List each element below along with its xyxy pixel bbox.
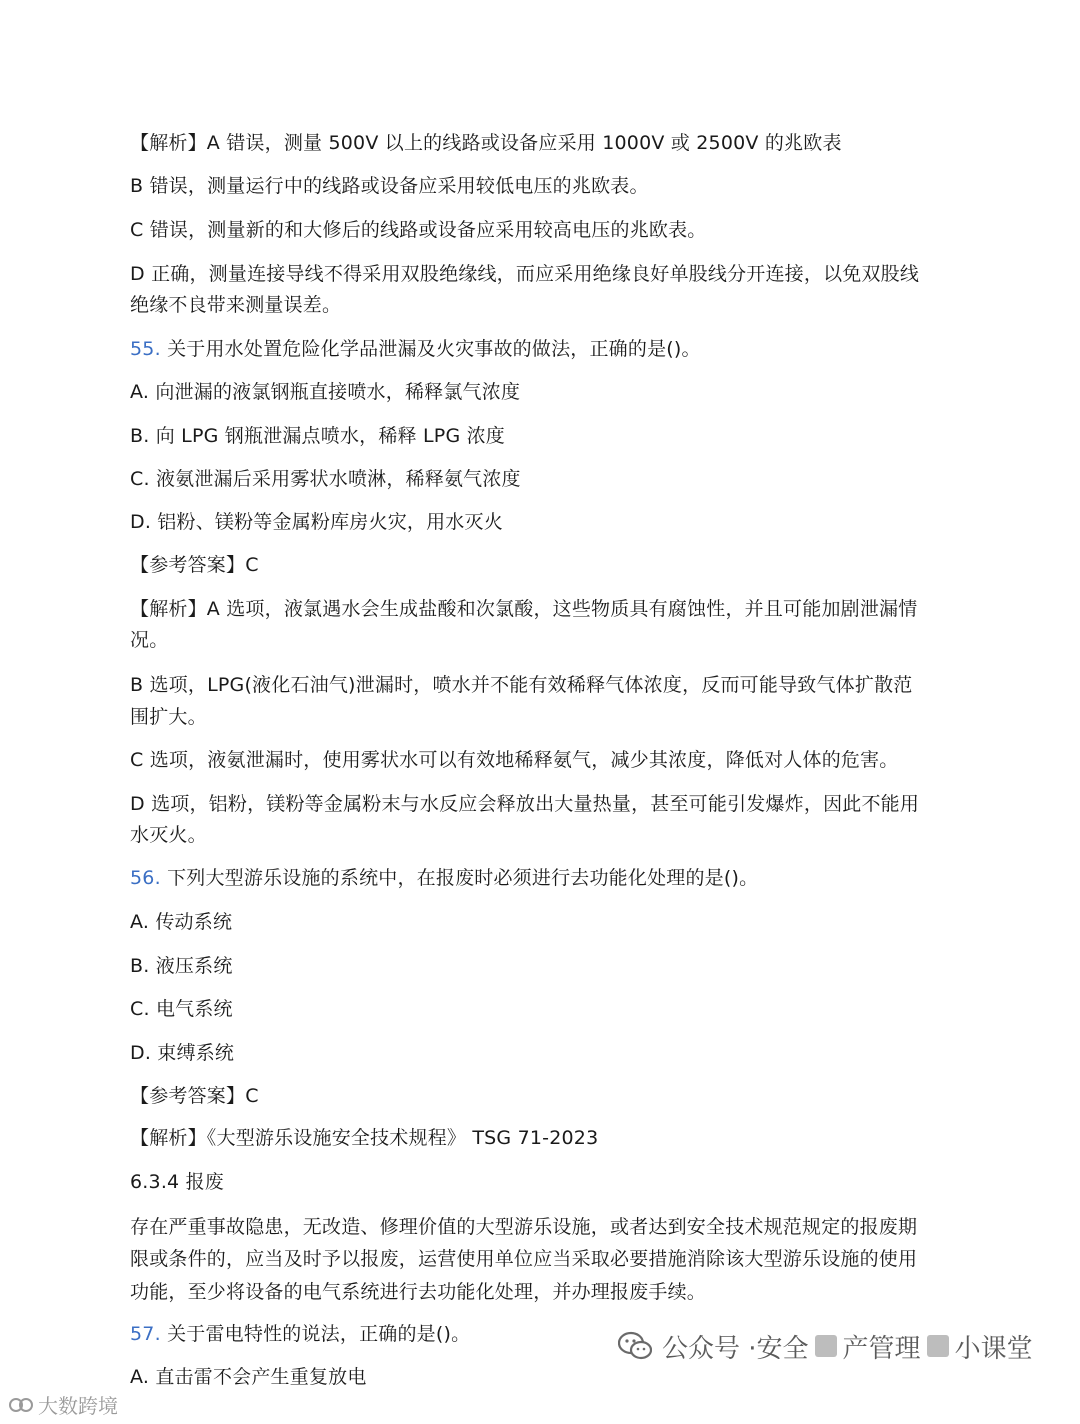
redacted-block xyxy=(927,1335,949,1357)
option-a: A. 向泄漏的液氯钢瓶直接喷水，稀释氯气浓度 xyxy=(130,381,521,403)
question-text: 下列大型游乐设施的系统中，在报废时必须进行去功能化处理的是()。 xyxy=(167,867,759,889)
question-number: 55. xyxy=(130,338,161,360)
corner-watermark-text: 大数跨境 xyxy=(38,1394,118,1418)
option-a: A. 直击雷不会产生重复放电 xyxy=(130,1366,367,1388)
text-line: D 正确，测量连接导线不得采用双股绝缘线，而应采用绝缘良好单股线分开连接，以免双股线 xyxy=(130,263,920,285)
text-line: C 错误，测量新的和大修后的线路或设备应采用较高电压的兆欧表。 xyxy=(130,219,707,241)
question-text: 关于用水处置危险化学品泄漏及火灾事故的做法，正确的是()。 xyxy=(167,338,701,360)
text-line: 况。 xyxy=(130,629,169,651)
section-heading: 6.3.4 报废 xyxy=(130,1171,224,1193)
watermark-name-part1: 安全 xyxy=(756,1333,809,1364)
wechat-watermark xyxy=(618,1322,1033,1370)
question-number: 56. xyxy=(130,867,161,889)
option-c: C. 电气系统 xyxy=(130,998,233,1020)
text-line: B 错误，测量运行中的线路或设备应采用较低电压的兆欧表。 xyxy=(130,175,649,197)
reference-answer: 【参考答案】C xyxy=(130,1085,259,1107)
option-b: B. 液压系统 xyxy=(130,955,233,977)
text-line: 功能，至少将设备的电气系统进行去功能化处理，并办理报废手续。 xyxy=(130,1281,707,1303)
question-number: 57. xyxy=(130,1323,161,1345)
text-line: 围扩大。 xyxy=(130,706,207,728)
option-b: B. 向 LPG 钢瓶泄漏点喷水，稀释 LPG 浓度 xyxy=(130,425,506,447)
text-line: B 选项，LPG(液化石油气)泄漏时，喷水并不能有效稀释气体浓度，反而可能导致气体扩散范 xyxy=(130,674,913,696)
wechat-icon xyxy=(618,1331,652,1361)
question-55 xyxy=(130,333,960,366)
option-c: C. 液氨泄漏后采用雾状水喷淋，稀释氨气浓度 xyxy=(130,468,521,490)
option-d: D. 铝粉、镁粉等金属粉库房火灾，用水灭火 xyxy=(130,511,503,533)
text-line: 绝缘不良带来测量误差。 xyxy=(130,294,342,316)
text-line: 【解析】《大型游乐设施安全技术规程》 TSG 71-2023 xyxy=(130,1127,599,1149)
option-d: D. 束缚系统 xyxy=(130,1042,235,1064)
corner-watermark xyxy=(8,1390,118,1419)
reference-answer: 【参考答案】C xyxy=(130,554,259,576)
redacted-block xyxy=(815,1335,837,1357)
text-line: D 选项，铝粉，镁粉等金属粉末与水反应会释放出大量热量，甚至可能引发爆炸，因此不能用 xyxy=(130,793,920,815)
text-line: C 选项，液氨泄漏时，使用雾状水可以有效地稀释氨气，减少其浓度，降低对人体的危害。 xyxy=(130,749,899,771)
text-line: 【解析】A 选项，液氯遇水会生成盐酸和次氯酸，这些物质具有腐蚀性，并且可能加剧泄漏情 xyxy=(130,598,918,620)
watermark-name-part3: 小课堂 xyxy=(954,1333,1033,1364)
text-line: 【解析】A 错误，测量 500V 以上的线路或设备应采用 1000V 或 2500V 的兆欧表 xyxy=(130,132,842,154)
watermark-name-part2: 产管理 xyxy=(842,1333,921,1364)
question-text: 关于雷电特性的说法，正确的是()。 xyxy=(167,1323,471,1345)
logo-icon xyxy=(8,1395,34,1415)
text-line: 存在严重事故隐患，无改造、修理价值的大型游乐设施，或者达到安全技术规范规定的报废期 xyxy=(130,1216,918,1238)
text-line: 水灭火。 xyxy=(130,824,207,846)
text-line: 限或条件的，应当及时予以报废，运营使用单位应当采取必要措施消除该大型游乐设施的使用 xyxy=(130,1248,918,1270)
question-56 xyxy=(130,862,960,895)
option-a: A. 传动系统 xyxy=(130,911,233,933)
watermark-label: 公众号 · xyxy=(662,1333,757,1364)
